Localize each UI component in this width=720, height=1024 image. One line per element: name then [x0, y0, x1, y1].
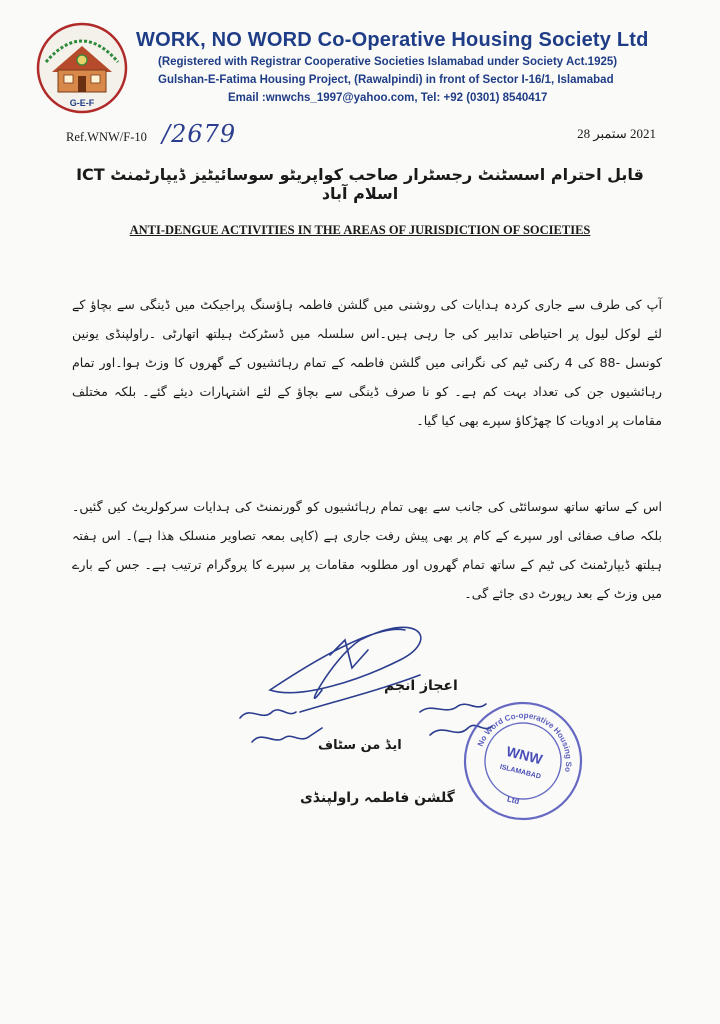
project-address: Gulshan-E-Fatima Housing Project, (Rawalpindi) in front of Sector I-16/1, Islamabad: [158, 74, 614, 86]
stamp-city-text: ISLAMABAD: [498, 763, 542, 781]
letter-date: 2021 ستمبر 28: [577, 126, 656, 141]
organization-name: WORK, NO WORD Co-Operative Housing Society Ltd: [136, 29, 649, 51]
society-logo: [36, 22, 128, 114]
subject-line: ANTI-DENGUE ACTIVITIES IN THE AREAS OF JURISDICTION OF SOCIETIES: [129, 223, 591, 237]
logo-text: G-E-F: [69, 98, 95, 108]
stamp-bottom-text: Ltd: [506, 794, 521, 807]
contact-line: Email :wnwchs_1997@yahoo.com, Tel: +92 (0301) 8540417: [228, 92, 548, 104]
addressee: قابل احترام اسسٹنٹ رجسٹرار صاحب کواپریٹو سوسائیٹیز ڈیپارٹمنٹ ICT اسلام آباد: [76, 165, 644, 203]
society-stamp: [462, 700, 584, 822]
body-paragraph: اس کے ساتھ ساتھ سوسائٹی کی جانب سے بھی تمام رہائشیوں کو گورنمنٹ کی ہدایات سرکولریٹ کیں گئیں۔ بلکہ صاف صفائی اور سپرے کے کام پر بھی پیش رفت جاری ہے (کاپی بمعہ تصاویر منسلک ھذا ہے)۔ اس ہفتہ ہیلتھ ڈیپارٹمنٹ کی ٹیم کے ساتھ تمام گھروں اور مطلوبہ مقامات پر سپرے کا پروگرام ترتیب ہے۔ جس کے بارے میں وزٹ کے بعد رپورٹ دی جائے گی۔: [72, 499, 662, 601]
registration-line: (Registered with Registrar Cooperative Societies Islamabad under Society Act.1925): [158, 56, 618, 68]
signatory-title: ایڈ من سٹاف: [318, 738, 402, 753]
body-paragraph: آپ کی طرف سے جاری کردہ ہدایات کی روشنی میں گلشن فاطمہ ہاؤسنگ پراجیکٹ میں ڈینگی سے بچاؤ کے لئے لوکل لیول پر احتیاطی تدابیر کی جا رہی ہیں۔اس سلسلہ میں ڈسٹرکٹ ہیلتھ اتھارٹی ۔راولپنڈی یونین کونسل -88 کی 4 رکنی ٹیم کی نگرانی میں گلشن فاطمہ کے تمام رہائشیوں کے گھروں کا وزٹ ہوا۔اور تمام رہائشیوں جن کی تعداد بہت کم ہے۔ کو نا صرف ڈینگی سے بچاؤ کے لئے اشتہارات دیئے گئے۔ بلکہ مختلف مقامات پر ادویات کا چھڑکاؤ سپرے بھی کیا گیا۔: [72, 297, 663, 428]
reference-label: Ref.WNW/F-10: [66, 130, 147, 144]
stamp-center-text: WNW: [504, 742, 545, 768]
signatory-place: گلشن فاطمہ راولپنڈی: [300, 790, 455, 806]
reference-number: /2679: [162, 120, 237, 148]
stamp-top-text: No Word Co-operative Housing Society: [475, 710, 574, 773]
signatory-name: اعجاز انجم: [384, 678, 458, 694]
